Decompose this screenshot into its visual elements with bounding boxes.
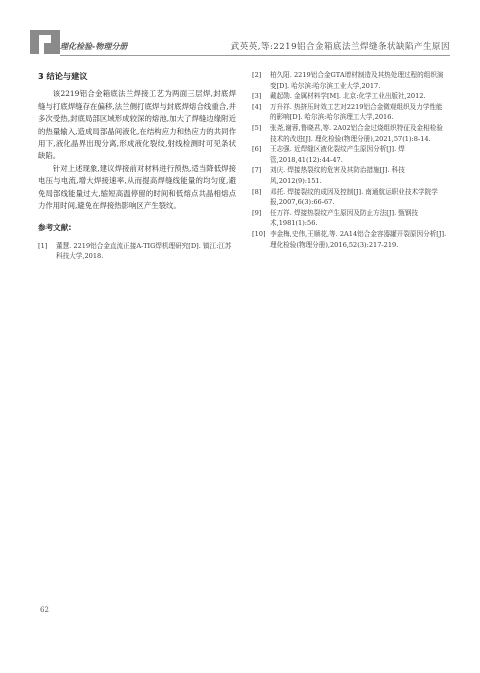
reference-number: [8] [252, 187, 262, 196]
reference-text: 邓托. 焊接裂纹的成因及控制[J]. 南通航运职业技术学院学报,2007,6(3):66-67. [270, 187, 438, 207]
reference-number: [2] [252, 71, 262, 79]
reference-item [252, 165, 448, 186]
journal-logo-icon [30, 30, 60, 54]
reference-item [252, 144, 448, 165]
reference-text: 柏久阳. 2219铝合金GTA增材制造及其热处理过程的组织演变[D]. 哈尔滨:哈尔滨工业大学,2017. [270, 71, 444, 90]
reference-text: 董慧. 2219铝合金直流正接A-TIG焊机理研究[D]. 镇江:江苏科技大学,2018. [56, 241, 232, 261]
reference-item [252, 70, 448, 91]
reference-text: 王志强. 近焊缝区液化裂纹产生原因分析[J]. 焊管,2018,41(12):44-47. [270, 145, 405, 164]
left-column [38, 70, 236, 262]
reference-text: 李金梅,史伟,王顺花,等. 2A14铝合金容器罐开裂原因分析[J]. 理化检验(物理分册),2016,52(3):217-219. [270, 229, 447, 249]
right-column [252, 70, 448, 250]
reference-text: 张尧,谢蓉,鲁晓君,等. 2A02铝合金过烧组织特征及金相检验技术的改进[J]. 理化检验(物理分册),2021,57(1):8-14. [270, 123, 443, 143]
reference-item [252, 229, 448, 250]
reference-number: [4] [252, 102, 262, 111]
reference-text: 戴起勋. 金属材料学[M]. 北京:化学工业出版社,2012. [270, 92, 426, 101]
reference-item [252, 187, 448, 208]
reference-text: 刘庆. 焊接热裂纹的危害及其防治措施[J]. 科技风,2012(9):151. [270, 166, 405, 185]
reference-number: [9] [252, 208, 262, 217]
reference-item [38, 241, 236, 262]
reference-number: [1] [38, 241, 48, 250]
header-divider [60, 55, 450, 56]
reference-number: [6] [252, 145, 262, 154]
reference-number: [5] [252, 123, 262, 132]
page-number: 62 [40, 606, 49, 614]
reference-number: [10] [252, 229, 266, 238]
running-title: 武英英,等:2219铝合金箱底法兰焊缝条状缺陷产生原因 [230, 42, 450, 52]
reference-item [252, 123, 448, 144]
reference-item [252, 102, 448, 123]
conclusion-paragraph-2: 针对上述现象,建议焊接前对材料进行预热,适当降低焊接电压与电流,增大焊接速率,从而提高焊缝线能量的均匀度,避免局部线能量过大,缩短高温停留的时间和低熔点共晶相熔点力作用时间,避免在焊接热影响区产生裂纹。 [38, 163, 236, 211]
reference-text: 万升祥. 热挤压时效工艺对2219铝合金微观组织及力学性能的影响[D]. 哈尔滨:哈尔滨理工大学,2016. [270, 102, 443, 122]
reference-item [252, 208, 448, 229]
conclusion-paragraph-1: 该2219铝合金箱底法兰焊接工艺为两面三层焊,封底焊缝与打底焊缝存在偏移,法兰侧打底焊与封底焊熔合线重合,并多次受热,封底局部区域形成较深的熔池,加大了焊缝边缘附近的热量输入,造成局部晶间液化,在结构应力和热应力的共同作用下,液化晶界出现分离,形成液化裂纹,射线检测时可见条状缺陷。 [38, 89, 236, 161]
reference-number: [3] [252, 92, 262, 101]
reference-item [252, 91, 448, 102]
reference-number: [7] [252, 166, 262, 175]
references-heading: 参考文献: [38, 223, 72, 233]
reference-text: 任万祥. 焊接热裂纹产生原因及防止方法[J]. 甄钢技术,1981(1):56. [270, 208, 419, 228]
page-header [30, 30, 450, 56]
journal-logo-text: 理化检验-物理分册 [60, 42, 128, 51]
section-heading: 3 结论与建议 [38, 71, 88, 81]
